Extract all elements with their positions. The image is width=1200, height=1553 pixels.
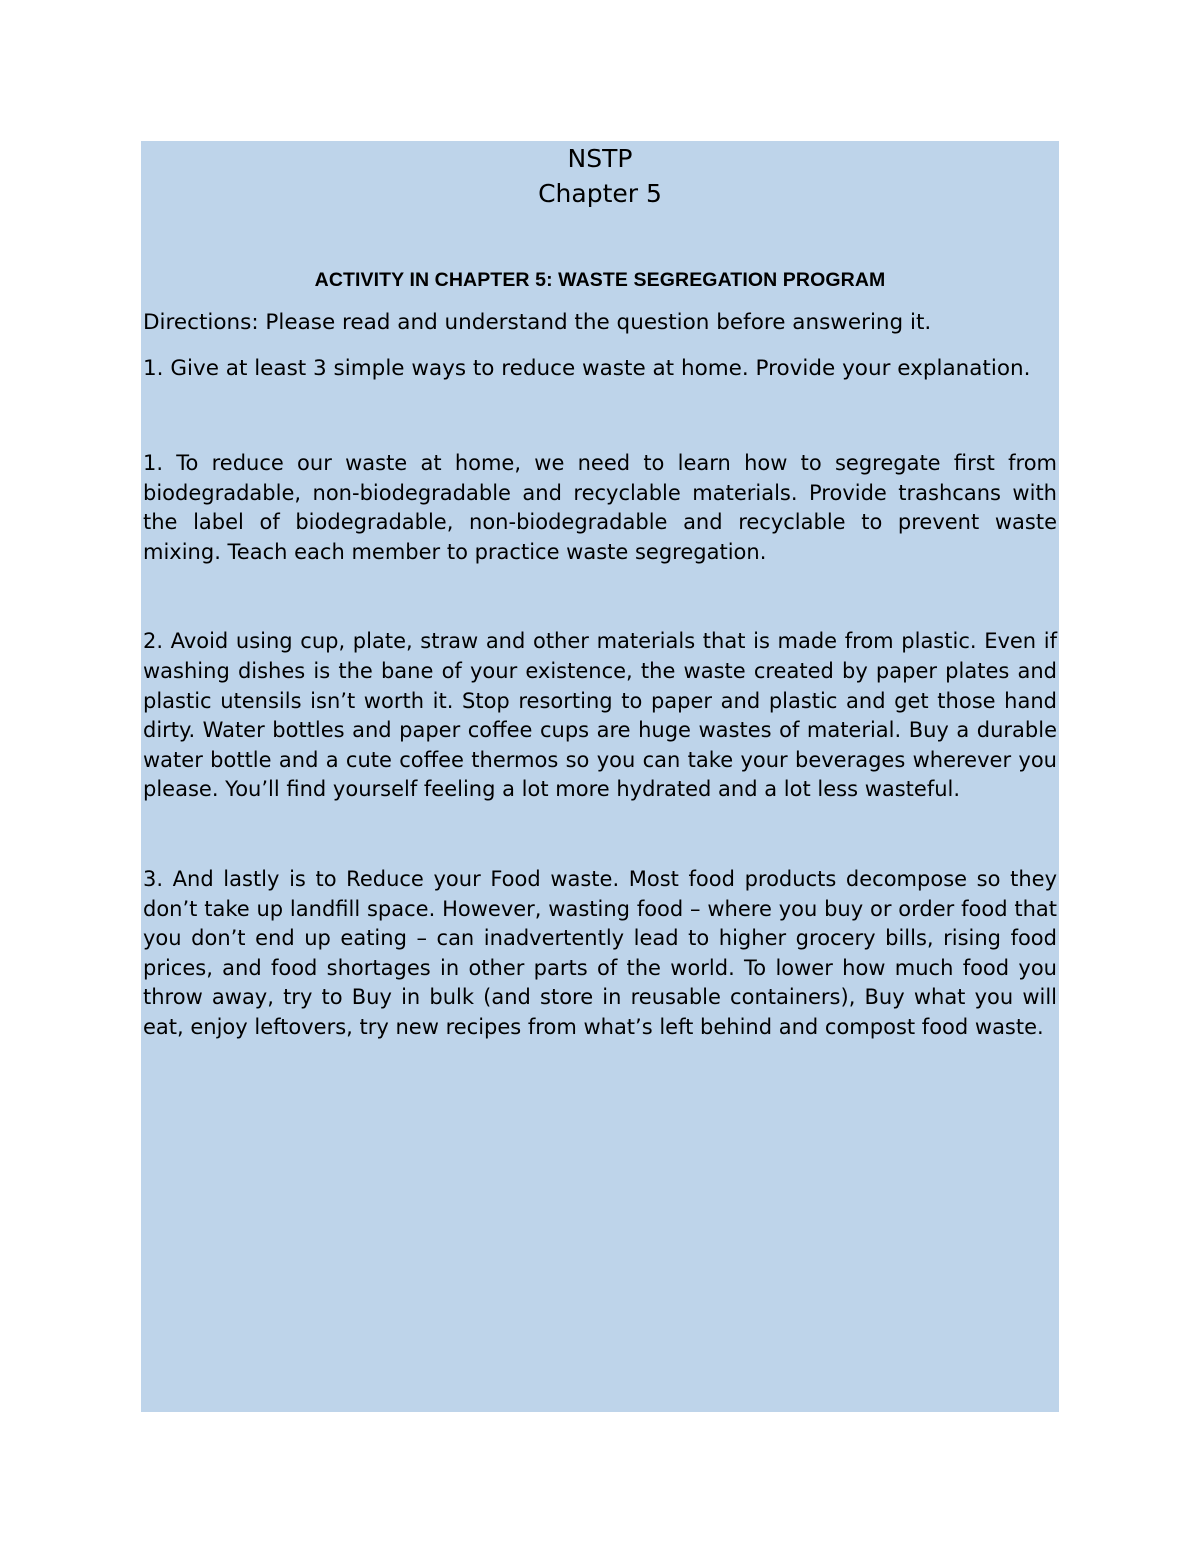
document-subtitle: Chapter 5 xyxy=(538,179,662,208)
document-page xyxy=(141,141,1059,1412)
answer-paragraph-2: 2. Avoid using cup, plate, straw and other materials that is made from plastic. Even if washing dishes is the bane of your existence, the waste created by paper plates and plastic utensils isn’t worth it. Stop resorting to paper and plastic and get those hand dirty. Water bottles and paper coffee cups are huge wastes of material. Buy a durable water bottle and a cute coffee thermos so you can take your beverages wherever you please. You’ll find yourself feeling a lot more hydrated and a lot less wasteful. xyxy=(143,629,1057,802)
document-title: NSTP xyxy=(567,144,633,173)
directions-text: Directions: Please read and understand the question before answering it. xyxy=(143,310,932,335)
activity-title: ACTIVITY IN CHAPTER 5: WASTE SEGREGATION PROGRAM xyxy=(314,269,886,291)
answer-paragraph-1: 1. To reduce our waste at home, we need to learn how to segregate first from biodegradable, non-biodegradable and recyclable materials. Provide trashcans with the label of biodegradable, non-biodegradable and recyclable to prevent waste mixing. Teach each member to practice waste segregation. xyxy=(143,451,1057,564)
question-text: 1. Give at least 3 simple ways to reduce waste at home. Provide your explanation. xyxy=(143,356,1031,381)
answer-paragraph-3: 3. And lastly is to Reduce your Food waste. Most food products decompose so they don’t take up landfill space. However, wasting food – where you buy or order food that you don’t end up eating – can inadvertently lead to higher grocery bills, rising food prices, and food shortages in other parts of the world. To lower how much food you throw away, try to Buy in bulk (and store in reusable containers), Buy what you will eat, enjoy leftovers, try new recipes from what’s left behind and compost food waste. xyxy=(143,866,1057,1039)
